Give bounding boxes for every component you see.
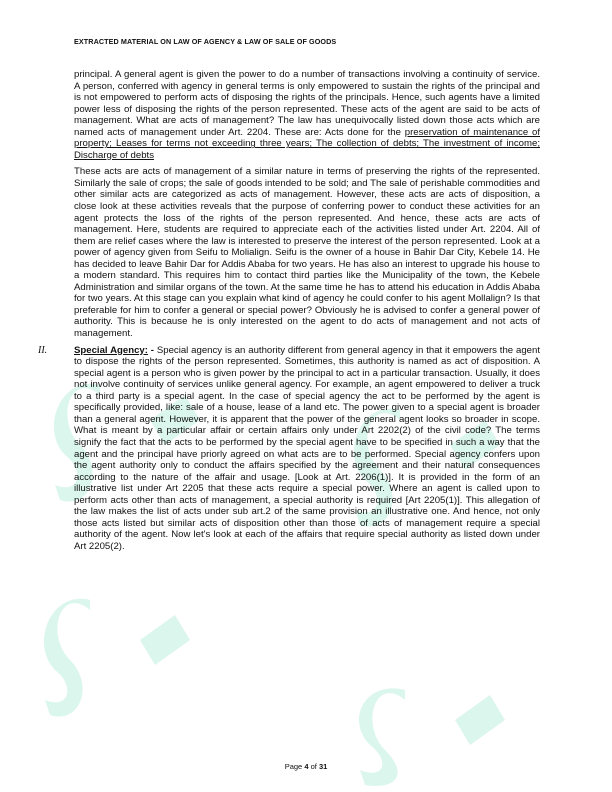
running-header: EXTRACTED MATERIAL ON LAW OF AGENCY & LAW OF SALE OF GOODS bbox=[74, 37, 337, 46]
footer-page-word: Page bbox=[284, 762, 303, 771]
section-dash: - bbox=[147, 344, 157, 356]
page-content bbox=[38, 69, 541, 557]
section-title: Special Agency: bbox=[74, 344, 148, 356]
section-special-agency bbox=[38, 344, 540, 553]
paragraph-special-agency bbox=[74, 345, 540, 553]
paragraph-1-underlined-list: preservation of maintenance of property; Leases for terms not exceeding three years; The collection of debts; The investment of income; Discharge of debts bbox=[74, 126, 541, 161]
page-footer bbox=[0, 762, 612, 771]
paragraph-acts-of-management: These acts are acts of management of a similar nature in terms of preserving the rights of the represented. Similarly the sale of crops; the sale of goods intended to be sold; and The sale of perishable commodities and other similar acts are categorized as acts of management. However, these acts are acts of disposition, a close look at these activities reveals that the purpose of conferring power to conduct these activities for an agent protects the loss of the rights of the person represented. And hence, these acts are acts of management. Here, students are required to appreciate each of the activities listed under Art. 2204. All of them are relief cases where the law is interested to preserve the interest of the person represented. Look at a power of agency given from Seifu to Molialign. Seifu is the owner of a house in Bahir Dar City, Kebele 14. He has decided to leave Bahir Dar for Addis Ababa for two years. He has also an interest to upgrade his house to a modern standard. This requires him to contact third parties like the Municipality of the town, the Kebele Administration and similar organs of the town. At the same time he has to attend his education in Addis Ababa for two years. At this stage can you explain what kind of agency he could confer to his agent Mollalign? Is that preferable for him to confer a general or special power? Obviously he is advised to confer a general power of authority. This is because he is only interested on the agent to do acts of management and not acts of management. bbox=[74, 166, 540, 340]
footer-total-pages: 31 bbox=[318, 762, 328, 771]
section-number: II. bbox=[38, 344, 48, 356]
paragraph-general-agent bbox=[74, 69, 540, 161]
footer-page-number: 4 bbox=[304, 762, 309, 771]
footer-of-word: of bbox=[310, 762, 317, 771]
section-text: Special agency is an authority different from general agency in that it empowers the agent to dispose the rights of the person represented. Sometimes, this authority is named as act of disposition. A special agent is a person who is given power by the principal to act in a particular transaction. Usually, it does not involve continuity of services unlike general agency. For example, an agent empowered to deliver a truck to a third party is a special agent. In the case of special agency the act to be performed by the agent is specifically provided, like: sale of a house, lease of a land etc. The power given to a special agent is broader than a general agent. However, it is apparent that the power of the general agent looks so broader in scope. What is meant by a particular affair or certain affairs only under Art 2202(2) of the civil code? The terms signify the fact that the acts to be performed by the special agent have to be specified in such a way that the agent and the principal have priorly agreed on what acts are to be performed. Special agency confers upon the agent authority only to conduct the affairs specified by the agreement and their natural consequences according to the nature of the affair and usage. [Look at Art. 2206(1)]. It is provided in the form of an illustrative list under Art 2205 that these acts require a special power. Where an agent is called upon to perform acts other than acts of management, a special authority is required [Art 2205(1)]. This allegation of the law makes the list of acts under sub art.2 of the same provision an illustrative one. And hence, not only those acts listed but similar acts of disposition other than those of acts of management require a special authority of the agent. Now let's look at each of the affairs that require special authority as listed down under Art 2205(2). bbox=[74, 344, 540, 552]
paragraph-1-text: principal. A general agent is given the power to do a number of transactions involving a continuity of service. A person, conferred with agency in general terms is only empowered to sustain the rights of the principal and is not empowered to perform acts of disposing the rights of the principals. Hence, such agents have a limited power less of disposing the rights of the person represented. These acts of the agent are said to be acts of management. What are acts of management? The law has unequivocally listed down those acts which are named acts of management under Art. 2204. These are: Acts done for the bbox=[74, 69, 540, 138]
